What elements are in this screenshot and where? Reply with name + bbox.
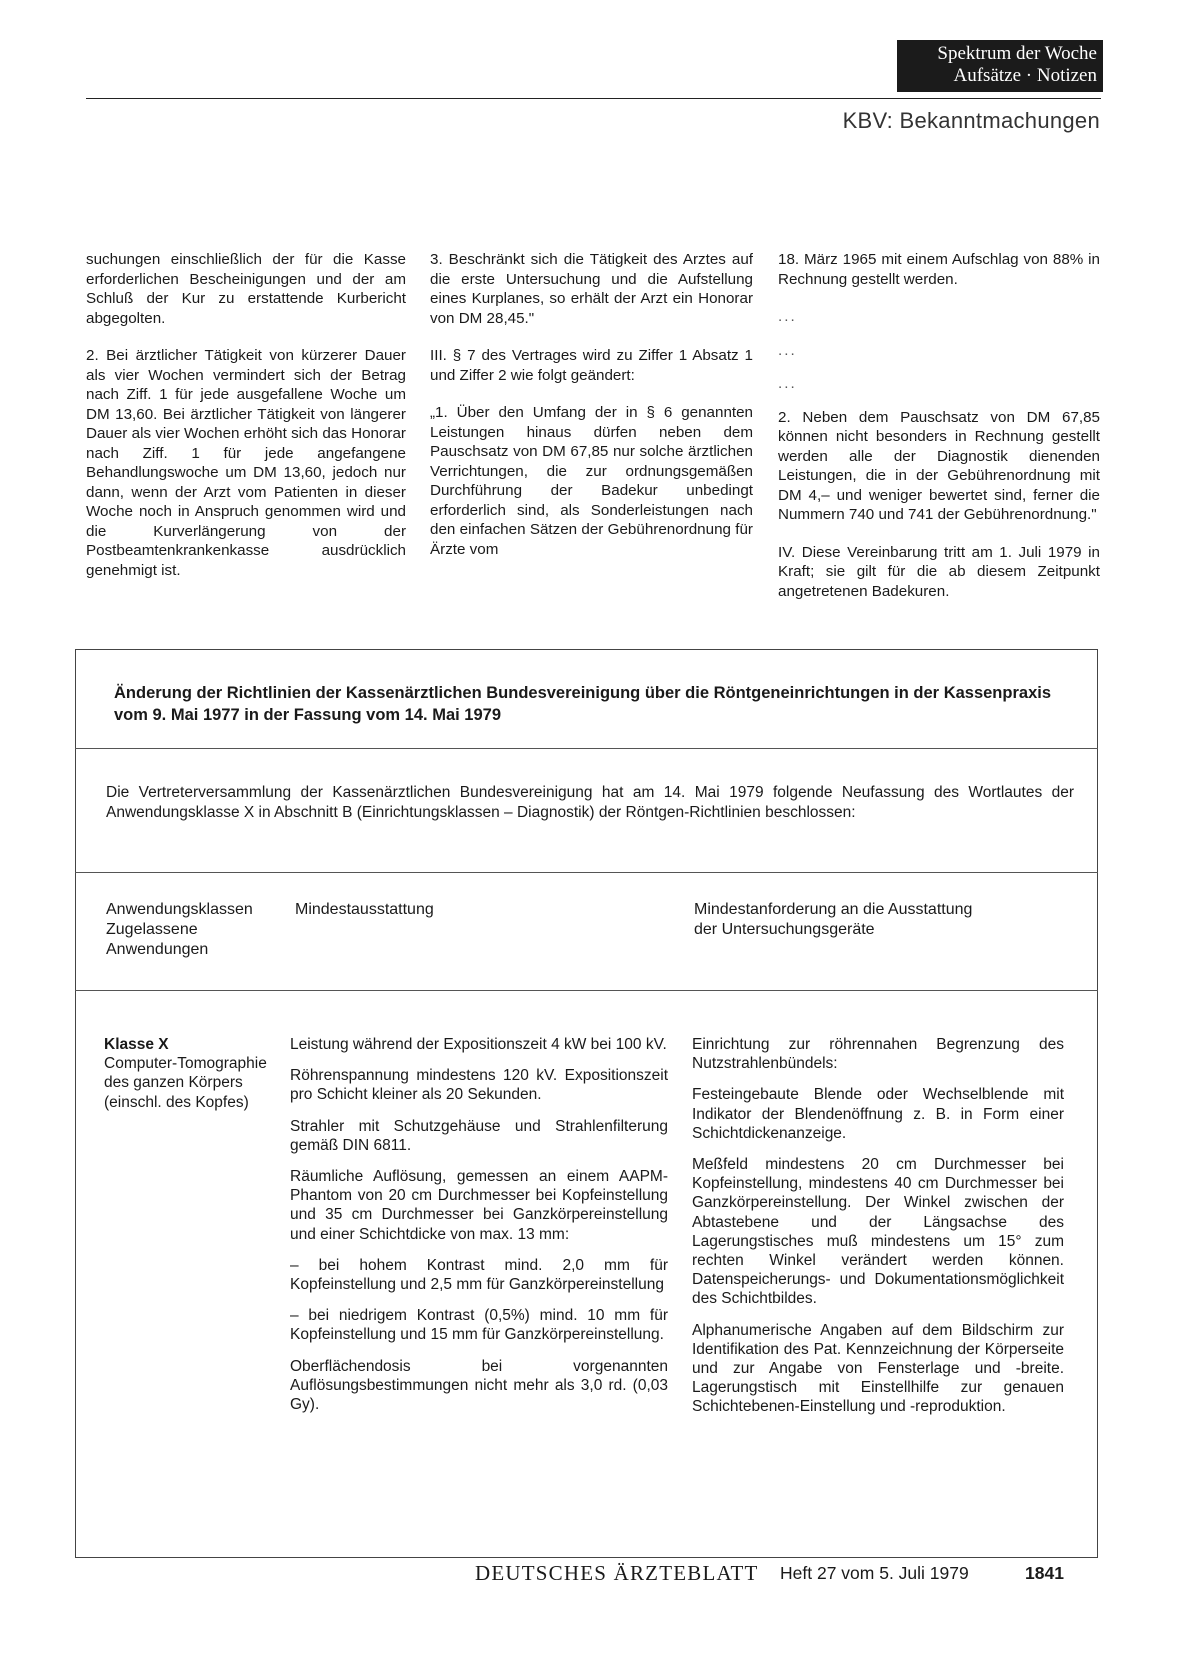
paragraph: „1. Über den Umfang der in § 6 genannten Leistungen hinaus dürfen neben dem Pauschsatz von DM 67,85 nur solche ärztlichen Verrichtungen, die zur ordnungsgemäßen Durchführung der Badekur unbedingt erforderlich sind, als Sonderleistungen nach den einfachen Sätzen der Gebührenordnung für Ärzte vom — [430, 404, 753, 558]
klasse-label: Klasse X — [104, 1036, 169, 1053]
badge-line-2: Aufsätze · Notizen — [953, 65, 1097, 86]
announcement-intro: Die Vertreterversammlung der Kassenärztlichen Bundesvereinigung hat am 14. Mai 1979 folgende Neufassung des Wortlautes der Anwendungsklasse X in Abschnitt B (Einrichtungsklassen – Diagnostik) der Röntgen-Richtlinien beschlossen: — [106, 784, 1074, 821]
paragraph: III. § 7 des Vertrages wird zu Ziffer 1 Absatz 1 und Ziffer 2 wie folgt geändert: — [430, 347, 753, 384]
requirement: Alphanumerische Angaben auf dem Bildschirm zur Identifikation des Pat. Kennzeichnung der Körperseite und zur Angabe von Fensterlage und -breite. Lagerungstisch mit Einstellhilfe zur genauen Schichtebenen-Einstellung und -reproduktion. — [692, 1321, 1064, 1416]
section-title: KBV: Bekanntmachungen — [842, 108, 1100, 133]
badge-line-1: Spektrum der Woche — [937, 43, 1097, 64]
header-rule — [86, 98, 1101, 99]
column-1 — [86, 250, 406, 598]
requirement: – bei hohem Kontrast mind. 2,0 mm für Kopfeinstellung und 2,5 mm für Ganzkörpereinstellung — [290, 1256, 668, 1294]
requirement: – bei niedrigem Kontrast (0,5%) mind. 10 mm für Kopfeinstellung und 15 mm für Ganzkörpereinstellung. — [290, 1307, 668, 1344]
box-divider — [75, 990, 1098, 991]
requirement: Oberflächendosis bei vorgenannten Auflösungsbestimmungen nicht mehr als 3,0 rd. (0,03 Gy). — [290, 1357, 668, 1414]
paragraph: 3. Beschränkt sich die Tätigkeit des Arztes auf die erste Untersuchung und die Aufstellung eines Kurplanes, so erhält der Arzt ein Honorar von DM 28,45." — [430, 251, 753, 327]
requirement: Festeingebaute Blende oder Wechselblende mit Indikator der Blendenöffnung z. B. in Form einer Schichtdickenanzeige. — [692, 1086, 1064, 1142]
header-mindestanforderung: Mindestanforderung an die Ausstattung der Untersuchungsgeräte — [694, 901, 973, 938]
box-divider — [75, 748, 1098, 749]
requirement: Einrichtung zur röhrennahen Begrenzung des Nutzstrahlenbündels: — [692, 1036, 1064, 1073]
issue-info: Heft 27 vom 5. Juli 1979 — [780, 1563, 969, 1583]
page-number: 1841 — [1025, 1563, 1064, 1583]
requirement: Leistung während der Expositionszeit 4 kW bei 100 kV. — [290, 1036, 667, 1053]
paragraph: 18. März 1965 mit einem Aufschlag von 88% in Rechnung gestellt werden. — [778, 251, 1100, 288]
announcement-title: Änderung der Richtlinien der Kassenärztlichen Bundesvereinigung über die Röntgeneinrichtungen in der Kassenpraxis vom 9. Mai 1977 in der Fassung vom 14. Mai 1979 — [114, 684, 1052, 724]
header-mindestausstattung: Mindestausstattung — [295, 901, 434, 918]
paragraph: 2. Neben dem Pauschsatz von DM 67,85 können nicht besonders in Rechnung gestellt werden alle der Diagnostik dienenden Leistungen, die in der Gebührenordnung mit DM 4,– und weniger bewertet sind, ferner die Nummern 740 und 741 der Gebührenordnung." — [778, 408, 1100, 523]
journal-name: DEUTSCHES ÄRZTEBLATT — [475, 1561, 759, 1585]
box-divider — [75, 872, 1098, 873]
ellipsis: ... — [778, 308, 797, 325]
klasse-description: Computer-Tomographie des ganzen Körpers (einschl. des Kopfes) — [104, 1055, 267, 1111]
header-anwendungsklassen: Anwendungsklassen Zugelassene Anwendungen — [106, 901, 253, 958]
paragraph: 2. Bei ärztlicher Tätigkeit von kürzerer Dauer als vier Wochen vermindert sich der Betrag nach Ziff. 1 für jede ausgefallene Woche um DM 13,60. Bei ärztlicher Tätigkeit von längerer Dauer als vier Wochen erhöht sich das Honorar nach Ziff. 1 für jede angefangene Behandlungswoche um DM 13,60, jedoch nur dann, wenn der Arzt vom Patienten in dieser Woche noch in Anspruch genommen wird und die Kurverlängerung von der Postbeamtenkrankenkasse ausdrücklich genehmigt ist. — [86, 347, 406, 579]
mindestanforderung-cell — [692, 1035, 1064, 1429]
requirement: Strahler mit Schutzgehäuse und Strahlenfilterung gemäß DIN 6811. — [290, 1117, 668, 1154]
ellipsis: ... — [778, 341, 797, 359]
column-2 — [430, 250, 753, 577]
section-badge — [897, 40, 1103, 92]
ellipsis: ... — [778, 375, 797, 392]
requirement: Röhrenspannung mindestens 120 kV. Expositionszeit pro Schicht kleiner als 20 Sekunden. — [290, 1067, 668, 1104]
paragraph: IV. Diese Vereinbarung tritt am 1. Juli 1979 in Kraft; sie gilt für die ab diesem Zeitpunkt angetretenen Badekuren. — [778, 543, 1100, 600]
klasse-cell — [104, 1035, 284, 1112]
mindestausstattung-cell — [290, 1035, 668, 1426]
paragraph: suchungen einschließlich der für die Kasse erforderlichen Bescheinigungen und der am Schluß der Kur zu erstattende Kurbericht abgegolten. — [86, 251, 406, 327]
requirement: Räumliche Auflösung, gemessen an einem AAPM-Phantom von 20 cm Durchmesser bei Kopfeinstellung und 35 cm Durchmesser bei Ganzkörpereinstellung und einer Schichtdicke von max. 13 mm: — [290, 1168, 668, 1243]
requirement: Meßfeld mindestens 20 cm Durchmesser bei Kopfeinstellung, mindestens 40 cm Durchmesser bei Ganzkörpereinstellung. Der Winkel zwischen der Abtastebene und der Längsachse des Lagerungstisches muß mindestens um 15° zum rechten Winkel verändert werden können. Datenspeicherungs- und Dokumentationsmöglichkeit des Schichtbildes. — [692, 1156, 1064, 1308]
column-3 — [778, 250, 1100, 619]
